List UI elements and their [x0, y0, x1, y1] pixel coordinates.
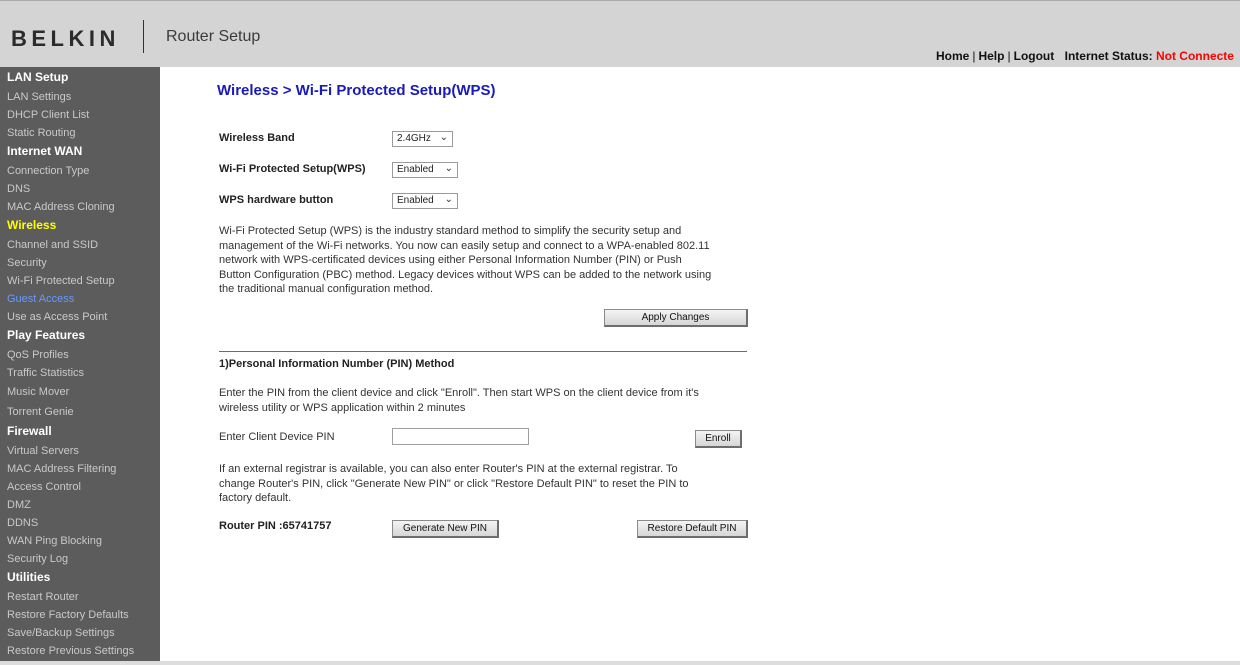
wps-value: Enabled [397, 164, 434, 175]
router-pin: Router PIN :65741757 [219, 520, 332, 532]
sidebar-item-save-backup-settings[interactable]: Save/Backup Settings [7, 627, 115, 639]
wireless-band-select[interactable] [392, 131, 453, 147]
sidebar-item-access-control[interactable]: Access Control [7, 481, 81, 493]
sidebar-section-utilities[interactable]: Utilities [7, 570, 51, 584]
sidebar-item-lan-settings[interactable]: LAN Settings [7, 91, 72, 103]
registrar-info-line: If an external registrar is available, you can also enter Router's PIN at the external registrar. To [219, 463, 678, 475]
registrar-info [219, 462, 689, 506]
sidebar-item-mac-address-cloning[interactable]: MAC Address Cloning [7, 201, 115, 213]
header-bar [0, 0, 1240, 67]
wps-description-line: the traditional manual configuration method. [219, 283, 434, 296]
link-separator: | [972, 49, 976, 63]
sidebar-item-static-routing[interactable]: Static Routing [7, 127, 76, 139]
client-pin-input[interactable] [392, 428, 529, 445]
sidebar-item-ddns[interactable]: DDNS [7, 517, 39, 529]
belkin-logo[interactable]: BELKIN [11, 26, 120, 51]
sidebar-section-wireless[interactable]: Wireless [7, 218, 57, 232]
wps-description-line: network with WPS-certificated devices using either Personal Information Number (PIN) or Push [219, 254, 682, 267]
sidebar-item-traffic-statistics[interactable]: Traffic Statistics [7, 367, 85, 379]
sidebar-item-mac-address-filtering[interactable]: MAC Address Filtering [7, 463, 117, 475]
registrar-info-line: change Router's PIN, click "Generate New PIN" or click "Restore Default PIN" to reset the PIN to [219, 477, 689, 490]
restore-default-pin-button[interactable]: Restore Default PIN [637, 520, 748, 538]
sidebar-item-security-log[interactable]: Security Log [7, 553, 69, 565]
link-separator: | [1007, 49, 1011, 63]
sidebar-section-lan-setup[interactable]: LAN Setup [7, 70, 69, 84]
sidebar-item-restore-factory-defaults[interactable]: Restore Factory Defaults [7, 609, 129, 621]
generate-new-pin-button[interactable]: Generate New PIN [392, 520, 499, 538]
chevron-down-icon: ⌄ [444, 194, 453, 205]
chevron-down-icon: ⌄ [444, 163, 453, 174]
wps-description-line: management of the Wi-Fi networks. You now can easily setup and connect to a WPA-enabled 802.11 [219, 239, 710, 252]
sidebar-item-use-as-access-point[interactable]: Use as Access Point [7, 311, 108, 323]
wps-hardware-button-label: WPS hardware button [219, 194, 334, 206]
sidebar-item-dns[interactable]: DNS [7, 183, 31, 195]
sidebar-item-channel-and-ssid[interactable]: Channel and SSID [7, 239, 99, 251]
pin-instructions-line: Enter the PIN from the client device and click "Enroll". Then start WPS on the client device from it's [219, 387, 699, 399]
apply-changes-button[interactable]: Apply Changes [604, 309, 748, 327]
pin-section-title: 1)Personal Information Number (PIN) Method [219, 358, 455, 370]
sidebar-item-wifi-protected-setup[interactable]: Wi-Fi Protected Setup [7, 275, 115, 287]
sidebar-item-restore-previous-settings[interactable]: Restore Previous Settings [7, 645, 135, 657]
sidebar-item-connection-type[interactable]: Connection Type [7, 165, 90, 177]
wps-label: Wi-Fi Protected Setup(WPS) [219, 163, 366, 175]
chevron-down-icon: ⌄ [439, 132, 448, 143]
sidebar-item-security[interactable]: Security [7, 257, 47, 269]
sidebar-item-qos-profiles[interactable]: QoS Profiles [7, 349, 69, 361]
main-content [160, 67, 1240, 665]
top-links [936, 49, 1234, 63]
help-link[interactable]: Help [978, 49, 1005, 63]
wps-description [219, 224, 711, 297]
sidebar-section-internet-wan[interactable]: Internet WAN [7, 144, 83, 158]
pin-instructions-line: wireless utility or WPS application within 2 minutes [219, 401, 466, 414]
sidebar-item-restart-router[interactable]: Restart Router [7, 591, 79, 603]
sidebar-item-dhcp-client-list[interactable]: DHCP Client List [7, 109, 90, 121]
sidebar-item-guest-access[interactable]: Guest Access [7, 293, 75, 305]
wps-description-line: Wi-Fi Protected Setup (WPS) is the industry standard method to simplify the security setup and [219, 225, 682, 237]
sidebar-item-torrent-genie[interactable]: Torrent Genie [7, 406, 74, 418]
internet-status-label: Internet Status: [1064, 49, 1153, 63]
page-title: Wireless > Wi-Fi Protected Setup(WPS) [217, 82, 496, 99]
client-pin-label: Enter Client Device PIN [219, 431, 335, 443]
pin-instructions [219, 386, 699, 415]
wireless-band-value: 2.4GHz [397, 133, 431, 144]
section-divider [219, 351, 747, 352]
wps-hardware-button-select[interactable] [392, 193, 458, 209]
sidebar-nav [0, 67, 160, 665]
sidebar-section-firewall[interactable]: Firewall [7, 424, 52, 438]
sidebar-item-music-mover[interactable]: Music Mover [7, 386, 70, 398]
logo-divider [143, 20, 144, 53]
home-link[interactable]: Home [936, 49, 970, 63]
wps-select[interactable] [392, 162, 458, 178]
sidebar-item-dmz[interactable]: DMZ [7, 499, 31, 511]
app-title: Router Setup [166, 28, 261, 45]
wps-description-line: Button Configuration (PBC) method. Legacy devices without WPS can be added to the network using [219, 268, 712, 281]
internet-status-value: Not Connecte [1155, 49, 1234, 63]
bottom-border [0, 661, 1240, 665]
wireless-band-label: Wireless Band [219, 132, 295, 144]
registrar-info-line: factory default. [219, 492, 292, 505]
sidebar-item-wan-ping-blocking[interactable]: WAN Ping Blocking [7, 535, 102, 547]
enroll-button[interactable]: Enroll [695, 430, 742, 448]
sidebar-item-virtual-servers[interactable]: Virtual Servers [7, 445, 79, 457]
wps-hardware-button-value: Enabled [397, 195, 434, 206]
logout-link[interactable]: Logout [1013, 49, 1055, 63]
sidebar-section-play-features[interactable]: Play Features [7, 328, 86, 342]
